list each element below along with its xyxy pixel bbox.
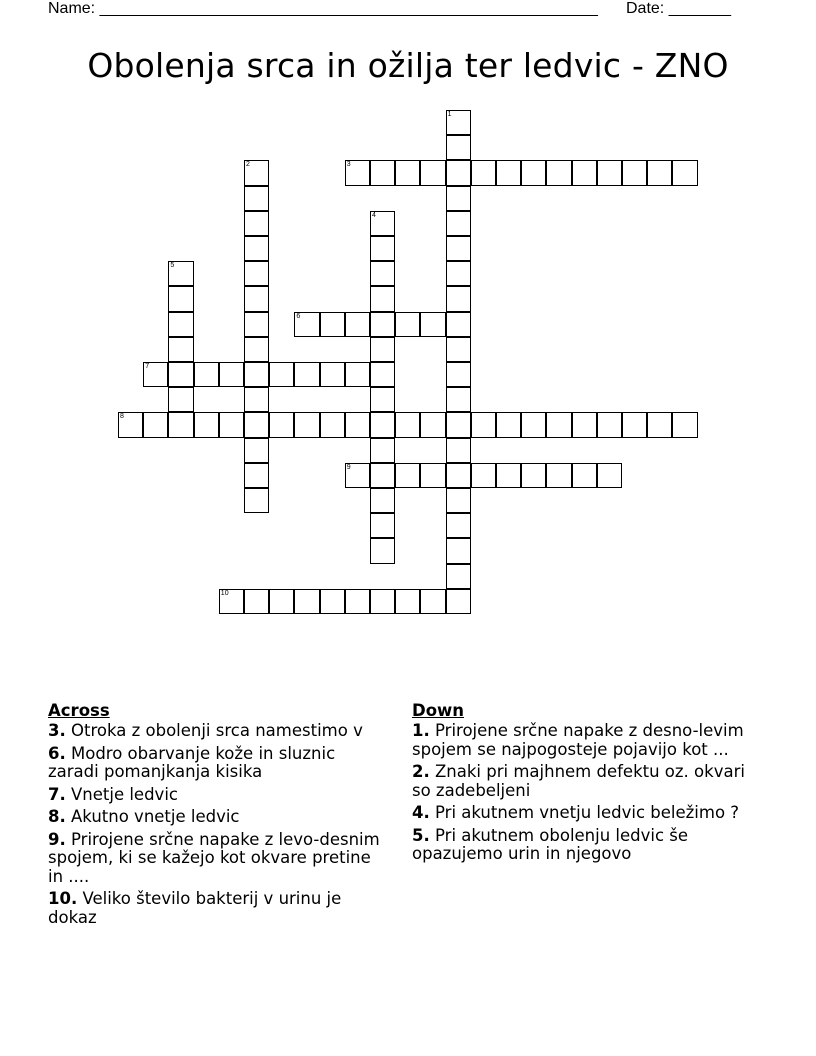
crossword-cell[interactable] — [244, 362, 269, 387]
crossword-cell[interactable] — [672, 412, 697, 437]
crossword-cell[interactable] — [320, 589, 345, 614]
clue-text: Znaki pri majhnem defektu oz. okvari so zadebeljeni — [412, 762, 745, 800]
crossword-cell[interactable] — [446, 488, 471, 513]
crossword-cell[interactable] — [395, 412, 420, 437]
crossword-cell[interactable] — [647, 160, 672, 185]
crossword-cell[interactable] — [572, 160, 597, 185]
crossword-cell[interactable] — [118, 412, 143, 437]
crossword-cell[interactable] — [370, 589, 395, 614]
crossword-cell[interactable] — [446, 538, 471, 563]
across-clue — [48, 722, 388, 741]
crossword-cell[interactable] — [244, 438, 269, 463]
crossword-cell[interactable] — [244, 211, 269, 236]
crossword-cell[interactable] — [168, 337, 193, 362]
name-field[interactable]: Name: ________________________________________________________ — [48, 0, 598, 17]
clue-number: 4 — [372, 211, 376, 219]
crossword-cell[interactable] — [294, 362, 319, 387]
crossword-cell[interactable] — [143, 412, 168, 437]
across-heading: Across — [48, 701, 110, 720]
crossword-cell[interactable] — [370, 236, 395, 261]
clue-number: 4. — [412, 803, 430, 822]
clue-number: 10. — [48, 889, 78, 908]
crossword-cell[interactable] — [345, 589, 370, 614]
crossword-cell[interactable] — [446, 261, 471, 286]
crossword-cell[interactable] — [143, 362, 168, 387]
crossword-cell[interactable] — [269, 362, 294, 387]
crossword-cell[interactable] — [345, 312, 370, 337]
down-clues — [412, 700, 762, 868]
down-clue-list — [412, 722, 762, 864]
crossword-cell[interactable] — [244, 463, 269, 488]
crossword-cell[interactable] — [395, 589, 420, 614]
down-clue — [412, 827, 762, 864]
crossword-cell[interactable] — [446, 589, 471, 614]
crossword-cell[interactable] — [446, 438, 471, 463]
crossword-cell[interactable] — [496, 412, 521, 437]
crossword-cell[interactable] — [370, 387, 395, 412]
crossword-cell[interactable] — [345, 160, 370, 185]
crossword-cell[interactable] — [446, 412, 471, 437]
crossword-cell[interactable] — [370, 513, 395, 538]
across-clue-list — [48, 722, 388, 927]
clue-text: Pri akutnem obolenju ledvic še opazujemo urin in njegovo — [412, 825, 689, 863]
clue-number: 6. — [48, 743, 66, 763]
down-clue — [412, 763, 762, 800]
crossword-cell[interactable] — [244, 412, 269, 437]
across-clue — [48, 745, 388, 782]
clue-number: 5 — [170, 262, 175, 270]
crossword-cell[interactable] — [168, 387, 193, 412]
crossword-cell[interactable] — [420, 412, 445, 437]
crossword-cell[interactable] — [420, 312, 445, 337]
crossword-cell[interactable] — [370, 538, 395, 563]
crossword-cell[interactable] — [370, 488, 395, 513]
across-clue — [48, 786, 388, 805]
clue-number: 6 — [296, 312, 301, 320]
clue-text: Modro obarvanje kože in sluznic zaradi pomanjkanja kisika — [48, 743, 336, 781]
crossword-cell[interactable] — [597, 463, 622, 488]
down-heading: Down — [412, 701, 465, 720]
across-clues — [48, 700, 388, 931]
crossword-cell[interactable] — [672, 160, 697, 185]
crossword-cell[interactable] — [521, 160, 546, 185]
crossword-cell[interactable] — [269, 412, 294, 437]
crossword-cell[interactable] — [168, 362, 193, 387]
clue-text: Prirojene srčne napake z levo-desnim spojem, ki se kažejo kot okvare pretine in .... — [48, 829, 380, 886]
clue-text: Vnetje ledvic — [65, 784, 178, 804]
clue-number: 8. — [48, 807, 66, 826]
crossword-cell[interactable] — [194, 362, 219, 387]
clue-text: Veliko število bakterij v urinu je dokaz — [48, 889, 342, 927]
crossword-cell[interactable] — [345, 362, 370, 387]
clue-number: 3 — [346, 161, 351, 169]
crossword-cell[interactable] — [546, 463, 571, 488]
crossword-cell[interactable] — [395, 312, 420, 337]
across-clue — [48, 808, 388, 827]
crossword-cell[interactable] — [244, 286, 269, 311]
crossword-cell[interactable] — [219, 412, 244, 437]
crossword-cell[interactable] — [244, 261, 269, 286]
across-clue — [48, 890, 388, 927]
crossword-cell[interactable] — [597, 412, 622, 437]
crossword-cell[interactable] — [244, 186, 269, 211]
clue-number: 1 — [447, 111, 452, 118]
crossword-cell[interactable] — [446, 463, 471, 488]
crossword-cell[interactable] — [521, 412, 546, 437]
crossword-cell[interactable] — [572, 463, 597, 488]
crossword-cell[interactable] — [420, 160, 445, 185]
crossword-cell[interactable] — [420, 463, 445, 488]
crossword-cell[interactable] — [219, 589, 244, 614]
crossword-cell[interactable] — [370, 286, 395, 311]
crossword-cell[interactable] — [446, 513, 471, 538]
crossword-cell[interactable] — [622, 160, 647, 185]
crossword-cell[interactable] — [244, 488, 269, 513]
clue-number: 7 — [145, 363, 150, 370]
crossword-cell[interactable] — [244, 337, 269, 362]
crossword-cell[interactable] — [471, 160, 496, 185]
crossword-cell[interactable] — [546, 412, 571, 437]
clue-number: 8 — [120, 413, 124, 421]
crossword-cell[interactable] — [496, 160, 521, 185]
clue-text: Pri akutnem vnetju ledvic beležimo ? — [429, 803, 740, 822]
crossword-cell[interactable] — [294, 312, 319, 337]
crossword-cell[interactable] — [168, 412, 193, 437]
across-clue — [48, 831, 388, 887]
crossword-cell[interactable] — [446, 362, 471, 387]
crossword-cell[interactable] — [168, 261, 193, 286]
crossword-cell[interactable] — [446, 236, 471, 261]
crossword-cell[interactable] — [446, 186, 471, 211]
crossword-cell[interactable] — [471, 463, 496, 488]
crossword-cell[interactable] — [546, 160, 571, 185]
crossword-cell[interactable] — [446, 110, 471, 135]
crossword-cell[interactable] — [244, 312, 269, 337]
crossword-cell[interactable] — [244, 589, 269, 614]
crossword-cell[interactable] — [395, 463, 420, 488]
down-clue — [412, 722, 762, 759]
clue-number: 2. — [412, 762, 430, 781]
crossword-cell[interactable] — [597, 160, 622, 185]
crossword-cell[interactable] — [269, 589, 294, 614]
clue-number: 7. — [48, 784, 66, 804]
crossword-cell[interactable] — [370, 312, 395, 337]
crossword-cell[interactable] — [446, 286, 471, 311]
crossword-cell[interactable] — [168, 286, 193, 311]
crossword-cell[interactable] — [370, 412, 395, 437]
crossword-cell[interactable] — [320, 412, 345, 437]
crossword-cell[interactable] — [446, 337, 471, 362]
clue-text: Prirojene srčne napake z desno-levim spojem se najpogosteje pojavijo kot ... — [412, 721, 744, 759]
clue-number: 5. — [412, 825, 430, 845]
crossword-cell[interactable] — [647, 412, 672, 437]
date-field[interactable]: Date: _______ — [626, 0, 731, 17]
crossword-cell[interactable] — [168, 312, 193, 337]
crossword-cell[interactable] — [370, 211, 395, 236]
crossword-cell[interactable] — [446, 211, 471, 236]
down-clue — [412, 804, 762, 823]
crossword-cell[interactable] — [446, 160, 471, 185]
crossword-cell[interactable] — [521, 463, 546, 488]
crossword-cell[interactable] — [219, 362, 244, 387]
crossword-cell[interactable] — [370, 438, 395, 463]
crossword-cell[interactable] — [446, 312, 471, 337]
clue-number: 10 — [220, 589, 229, 597]
crossword-cell[interactable] — [471, 412, 496, 437]
crossword-cell[interactable] — [294, 412, 319, 437]
crossword-cell[interactable] — [370, 463, 395, 488]
crossword-cell[interactable] — [370, 160, 395, 185]
crossword-cell[interactable] — [496, 463, 521, 488]
clue-text: Otroka z obolenji srca namestimo v — [65, 721, 363, 740]
clue-text: Akutno vnetje ledvic — [65, 807, 240, 826]
crossword-cell[interactable] — [395, 160, 420, 185]
crossword-cell[interactable] — [622, 412, 647, 437]
clue-number: 9. — [48, 829, 66, 849]
crossword-cell[interactable] — [420, 589, 445, 614]
clue-number: 1. — [412, 721, 430, 740]
crossword-cell[interactable] — [320, 362, 345, 387]
clue-number: 9 — [346, 463, 351, 471]
crossword-cell[interactable] — [572, 412, 597, 437]
crossword-cell[interactable] — [446, 564, 471, 589]
puzzle-title: Obolenja srca in ožilja ter ledvic - ZNO — [87, 46, 729, 85]
crossword-cell[interactable] — [446, 387, 471, 412]
crossword-cell[interactable] — [370, 337, 395, 362]
crossword-cell[interactable] — [244, 387, 269, 412]
crossword-cell[interactable] — [370, 261, 395, 286]
crossword-cell[interactable] — [294, 589, 319, 614]
crossword-cell[interactable] — [345, 412, 370, 437]
crossword-cell[interactable] — [194, 412, 219, 437]
crossword-cell[interactable] — [370, 362, 395, 387]
crossword-cell[interactable] — [244, 236, 269, 261]
clue-number: 2 — [246, 161, 250, 169]
crossword-cell[interactable] — [320, 312, 345, 337]
clue-number: 3. — [48, 721, 66, 740]
crossword-cell[interactable] — [446, 135, 471, 160]
crossword-cell[interactable] — [345, 463, 370, 488]
crossword-cell[interactable] — [244, 160, 269, 185]
